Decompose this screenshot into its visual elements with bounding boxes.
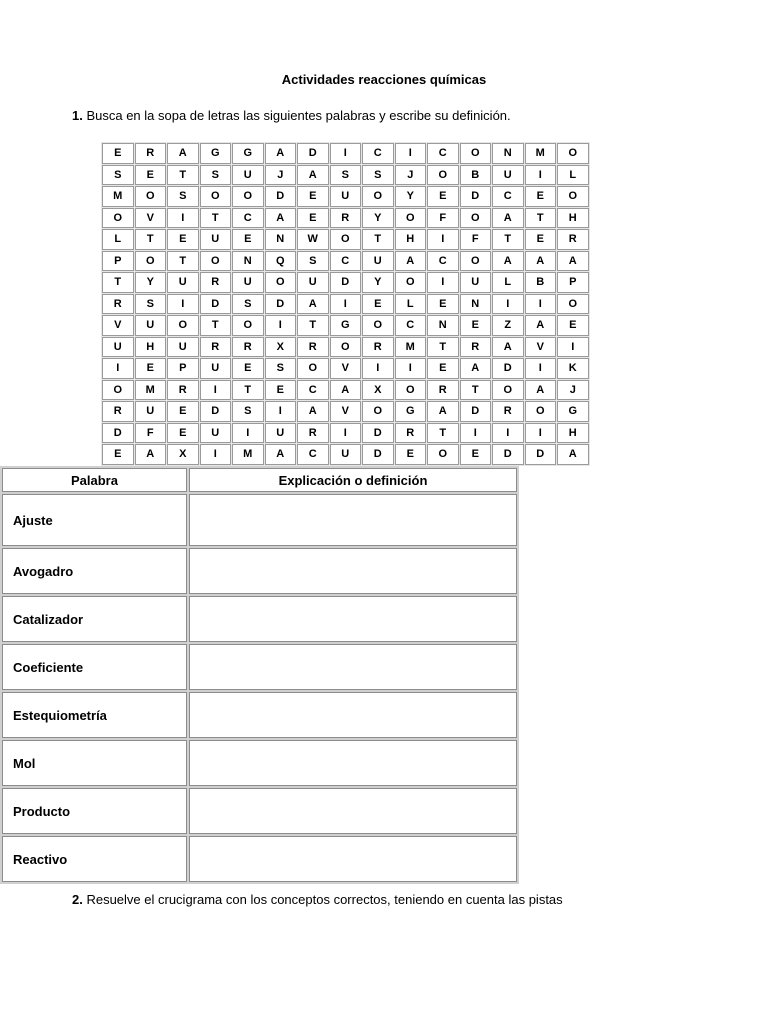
- word-search-cell: X: [265, 337, 297, 358]
- word-search-cell: R: [557, 229, 589, 250]
- instruction-2: [72, 892, 563, 907]
- word-search-cell: A: [557, 251, 589, 272]
- word-search-row: [102, 423, 589, 444]
- word-search-cell: A: [297, 165, 329, 186]
- word-search-cell: U: [200, 229, 232, 250]
- word-search-cell: N: [427, 315, 459, 336]
- word-search-cell: F: [135, 423, 167, 444]
- word-search-cell: A: [525, 315, 557, 336]
- word-search-cell: R: [297, 423, 329, 444]
- word-search-cell: S: [297, 251, 329, 272]
- word-search-cell: E: [525, 229, 557, 250]
- word-search-cell: E: [395, 444, 427, 465]
- vocabulary-row: [2, 548, 517, 594]
- word-search-cell: R: [330, 208, 362, 229]
- word-search-row: [102, 337, 589, 358]
- word-search-grid: [101, 142, 590, 466]
- word-search-row: [102, 165, 589, 186]
- definition-input-cell[interactable]: [189, 740, 517, 786]
- word-search-cell: R: [362, 337, 394, 358]
- word-search-cell: U: [232, 165, 264, 186]
- word-search-cell: E: [167, 229, 199, 250]
- word-search-cell: D: [102, 423, 134, 444]
- word-search-cell: C: [395, 315, 427, 336]
- vocabulary-word: Producto: [2, 788, 187, 834]
- word-search-cell: O: [557, 186, 589, 207]
- vocabulary-row: [2, 494, 517, 546]
- word-search-cell: T: [362, 229, 394, 250]
- word-search-cell: Y: [395, 186, 427, 207]
- instruction-2-text: Resuelve el crucigrama con los conceptos correctos, teniendo en cuenta las pistas: [82, 892, 563, 907]
- word-search-cell: R: [102, 401, 134, 422]
- word-search-row: [102, 358, 589, 379]
- word-search-cell: Q: [265, 251, 297, 272]
- word-search-cell: T: [297, 315, 329, 336]
- word-search-cell: I: [460, 423, 492, 444]
- word-search-cell: K: [557, 358, 589, 379]
- word-search-cell: E: [167, 401, 199, 422]
- word-search-cell: E: [557, 315, 589, 336]
- word-search-cell: V: [525, 337, 557, 358]
- word-search-cell: O: [135, 186, 167, 207]
- word-search-cell: I: [200, 444, 232, 465]
- word-search-cell: I: [232, 423, 264, 444]
- word-search-cell: O: [460, 251, 492, 272]
- word-search-cell: U: [492, 165, 524, 186]
- word-search-row: [102, 186, 589, 207]
- word-search-cell: T: [525, 208, 557, 229]
- word-search-cell: C: [427, 143, 459, 164]
- instruction-2-number: 2.: [72, 892, 83, 907]
- word-search-cell: I: [525, 165, 557, 186]
- vocabulary-word: Ajuste: [2, 494, 187, 546]
- word-search-cell: O: [492, 380, 524, 401]
- word-search-cell: Z: [492, 315, 524, 336]
- word-search-cell: E: [427, 358, 459, 379]
- word-search-cell: M: [395, 337, 427, 358]
- word-search-cell: I: [492, 423, 524, 444]
- vocabulary-word: Avogadro: [2, 548, 187, 594]
- word-search-cell: E: [232, 229, 264, 250]
- word-search-cell: T: [102, 272, 134, 293]
- word-search-cell: I: [200, 380, 232, 401]
- word-search-cell: A: [492, 208, 524, 229]
- word-search-cell: J: [265, 165, 297, 186]
- word-search-cell: A: [557, 444, 589, 465]
- word-search-cell: O: [362, 315, 394, 336]
- word-search-cell: S: [167, 186, 199, 207]
- word-search-cell: O: [362, 186, 394, 207]
- word-search-cell: Y: [362, 272, 394, 293]
- word-search-cell: E: [135, 165, 167, 186]
- word-search-cell: T: [427, 337, 459, 358]
- vocabulary-word: Estequiometría: [2, 692, 187, 738]
- word-search-cell: U: [102, 337, 134, 358]
- vocabulary-table: [0, 466, 519, 884]
- word-search-cell: E: [135, 358, 167, 379]
- word-search-cell: L: [395, 294, 427, 315]
- word-search-cell: A: [167, 143, 199, 164]
- word-search-cell: P: [557, 272, 589, 293]
- word-search-cell: A: [460, 358, 492, 379]
- word-search-cell: T: [232, 380, 264, 401]
- definition-input-cell[interactable]: [189, 548, 517, 594]
- word-search-row: [102, 401, 589, 422]
- word-search-cell: M: [232, 444, 264, 465]
- word-search-cell: D: [492, 358, 524, 379]
- word-search-cell: I: [362, 358, 394, 379]
- vocabulary-row: [2, 788, 517, 834]
- word-search-cell: Y: [362, 208, 394, 229]
- word-search-cell: O: [167, 315, 199, 336]
- word-search-cell: U: [135, 315, 167, 336]
- word-search-cell: R: [232, 337, 264, 358]
- word-search-cell: I: [557, 337, 589, 358]
- word-search-cell: A: [265, 208, 297, 229]
- word-search-cell: N: [265, 229, 297, 250]
- instruction-1-text: Busca en la sopa de letras las siguientes palabras y escribe su definición.: [82, 108, 511, 123]
- word-search-cell: O: [362, 401, 394, 422]
- word-search-cell: O: [102, 380, 134, 401]
- word-search-cell: U: [167, 337, 199, 358]
- word-search-cell: U: [330, 444, 362, 465]
- word-search-cell: O: [232, 315, 264, 336]
- word-search-cell: V: [102, 315, 134, 336]
- word-search-cell: C: [492, 186, 524, 207]
- word-search-cell: N: [460, 294, 492, 315]
- vocabulary-word: Mol: [2, 740, 187, 786]
- word-search-cell: H: [557, 208, 589, 229]
- word-search-cell: R: [200, 272, 232, 293]
- word-search-cell: D: [492, 444, 524, 465]
- word-search-cell: I: [167, 294, 199, 315]
- word-search-cell: T: [460, 380, 492, 401]
- word-search-cell: D: [362, 423, 394, 444]
- word-search-cell: S: [265, 358, 297, 379]
- word-search-cell: C: [427, 251, 459, 272]
- word-search-cell: G: [232, 143, 264, 164]
- word-search-cell: O: [232, 186, 264, 207]
- word-search-cell: A: [265, 444, 297, 465]
- word-search-cell: O: [265, 272, 297, 293]
- word-search-cell: U: [135, 401, 167, 422]
- word-search-cell: I: [102, 358, 134, 379]
- header-word: Palabra: [2, 468, 187, 492]
- word-search-cell: U: [265, 423, 297, 444]
- word-search-cell: D: [265, 294, 297, 315]
- word-search-cell: T: [200, 315, 232, 336]
- word-search-cell: I: [395, 143, 427, 164]
- word-search-cell: E: [265, 380, 297, 401]
- word-search-cell: O: [297, 358, 329, 379]
- word-search-cell: I: [265, 315, 297, 336]
- word-search-cell: O: [330, 337, 362, 358]
- word-search-cell: O: [330, 229, 362, 250]
- word-search-cell: N: [492, 143, 524, 164]
- word-search-cell: S: [200, 165, 232, 186]
- word-search-cell: A: [330, 380, 362, 401]
- vocabulary-word: Catalizador: [2, 596, 187, 642]
- word-search-cell: E: [362, 294, 394, 315]
- word-search-cell: E: [297, 186, 329, 207]
- word-search-cell: T: [135, 229, 167, 250]
- word-search-cell: E: [102, 444, 134, 465]
- word-search-cell: O: [557, 294, 589, 315]
- definition-input-cell[interactable]: [189, 494, 517, 546]
- word-search-cell: E: [232, 358, 264, 379]
- word-search-cell: E: [460, 444, 492, 465]
- word-search-cell: I: [427, 229, 459, 250]
- word-search-cell: X: [362, 380, 394, 401]
- word-search-cell: A: [525, 251, 557, 272]
- word-search-cell: V: [330, 358, 362, 379]
- word-search-cell: G: [200, 143, 232, 164]
- word-search-cell: I: [492, 294, 524, 315]
- word-search-cell: A: [525, 380, 557, 401]
- definition-input-cell[interactable]: [189, 692, 517, 738]
- word-search-cell: L: [102, 229, 134, 250]
- word-search-cell: S: [135, 294, 167, 315]
- word-search-cell: I: [525, 294, 557, 315]
- word-search-cell: D: [460, 186, 492, 207]
- word-search-cell: U: [232, 272, 264, 293]
- word-search-cell: C: [232, 208, 264, 229]
- instruction-1-number: 1.: [72, 108, 83, 123]
- word-search-cell: F: [460, 229, 492, 250]
- word-search-cell: A: [265, 143, 297, 164]
- word-search-cell: M: [135, 380, 167, 401]
- word-search-cell: D: [330, 272, 362, 293]
- word-search-cell: C: [362, 143, 394, 164]
- word-search-cell: O: [135, 251, 167, 272]
- word-search-cell: R: [167, 380, 199, 401]
- word-search-cell: H: [135, 337, 167, 358]
- word-search-cell: T: [427, 423, 459, 444]
- word-search-cell: G: [557, 401, 589, 422]
- word-search-cell: O: [395, 208, 427, 229]
- word-search-cell: O: [395, 272, 427, 293]
- word-search-row: [102, 229, 589, 250]
- word-search-cell: E: [427, 294, 459, 315]
- word-search-cell: O: [427, 444, 459, 465]
- vocabulary-row: [2, 692, 517, 738]
- word-search-cell: T: [167, 165, 199, 186]
- word-search-cell: U: [200, 358, 232, 379]
- word-search-cell: O: [525, 401, 557, 422]
- definition-input-cell[interactable]: [189, 644, 517, 690]
- vocabulary-row: [2, 740, 517, 786]
- vocabulary-row: [2, 836, 517, 882]
- word-search-cell: A: [297, 294, 329, 315]
- definition-input-cell[interactable]: [189, 788, 517, 834]
- vocabulary-row: [2, 596, 517, 642]
- word-search-cell: V: [135, 208, 167, 229]
- word-search-cell: S: [362, 165, 394, 186]
- word-search-row: [102, 251, 589, 272]
- word-search-cell: U: [297, 272, 329, 293]
- word-search-cell: D: [200, 401, 232, 422]
- vocabulary-word: Coeficiente: [2, 644, 187, 690]
- definition-input-cell[interactable]: [189, 836, 517, 882]
- word-search-cell: I: [265, 401, 297, 422]
- word-search-cell: E: [427, 186, 459, 207]
- word-search-cell: D: [200, 294, 232, 315]
- word-search-cell: S: [232, 401, 264, 422]
- word-search-row: [102, 315, 589, 336]
- word-search-cell: M: [525, 143, 557, 164]
- word-search-cell: E: [167, 423, 199, 444]
- word-search-row: [102, 444, 589, 465]
- word-search-cell: G: [330, 315, 362, 336]
- word-search-cell: I: [330, 294, 362, 315]
- word-search-cell: L: [557, 165, 589, 186]
- word-search-cell: T: [492, 229, 524, 250]
- word-search-cell: O: [200, 186, 232, 207]
- word-search-cell: P: [167, 358, 199, 379]
- word-search-cell: U: [460, 272, 492, 293]
- word-search-cell: W: [297, 229, 329, 250]
- word-search-cell: B: [525, 272, 557, 293]
- word-search-cell: I: [427, 272, 459, 293]
- word-search-row: [102, 272, 589, 293]
- instruction-1: [72, 108, 511, 123]
- word-search-cell: O: [557, 143, 589, 164]
- word-search-cell: I: [525, 358, 557, 379]
- word-search-cell: O: [200, 251, 232, 272]
- word-search-cell: A: [135, 444, 167, 465]
- word-search-cell: S: [232, 294, 264, 315]
- word-search-cell: N: [232, 251, 264, 272]
- word-search-cell: V: [330, 401, 362, 422]
- word-search-cell: C: [330, 251, 362, 272]
- word-search-cell: A: [395, 251, 427, 272]
- word-search-row: [102, 380, 589, 401]
- word-search-cell: R: [135, 143, 167, 164]
- word-search-cell: G: [395, 401, 427, 422]
- word-search-cell: H: [557, 423, 589, 444]
- word-search-cell: O: [460, 208, 492, 229]
- word-search-row: [102, 208, 589, 229]
- word-search-row: [102, 294, 589, 315]
- word-search-cell: J: [557, 380, 589, 401]
- vocabulary-row: [2, 644, 517, 690]
- word-search-cell: D: [460, 401, 492, 422]
- word-search-cell: E: [102, 143, 134, 164]
- word-search-cell: R: [102, 294, 134, 315]
- word-search-cell: D: [362, 444, 394, 465]
- word-search-cell: S: [102, 165, 134, 186]
- word-search-cell: T: [167, 251, 199, 272]
- word-search-cell: E: [297, 208, 329, 229]
- word-search-cell: J: [395, 165, 427, 186]
- word-search-cell: O: [102, 208, 134, 229]
- word-search-cell: U: [362, 251, 394, 272]
- word-search-row: [102, 143, 589, 164]
- word-search-cell: I: [330, 423, 362, 444]
- word-search-cell: R: [460, 337, 492, 358]
- word-search-cell: O: [427, 165, 459, 186]
- word-search-cell: R: [492, 401, 524, 422]
- word-search-cell: T: [200, 208, 232, 229]
- vocabulary-word: Reactivo: [2, 836, 187, 882]
- word-search-cell: A: [492, 337, 524, 358]
- word-search-cell: D: [265, 186, 297, 207]
- word-search-cell: X: [167, 444, 199, 465]
- word-search-cell: O: [395, 380, 427, 401]
- word-search-cell: P: [102, 251, 134, 272]
- word-search-cell: A: [297, 401, 329, 422]
- word-search-cell: R: [427, 380, 459, 401]
- word-search-cell: R: [200, 337, 232, 358]
- vocabulary-header-row: [2, 468, 517, 492]
- word-search-cell: F: [427, 208, 459, 229]
- word-search-cell: E: [525, 186, 557, 207]
- word-search-cell: O: [460, 143, 492, 164]
- word-search-cell: U: [330, 186, 362, 207]
- page-title: Actividades reacciones químicas: [281, 72, 487, 87]
- word-search-cell: U: [167, 272, 199, 293]
- word-search-cell: H: [395, 229, 427, 250]
- word-search-cell: D: [297, 143, 329, 164]
- word-search-cell: I: [330, 143, 362, 164]
- word-search-cell: C: [297, 444, 329, 465]
- word-search-cell: R: [297, 337, 329, 358]
- header-definition: Explicación o definición: [189, 468, 517, 492]
- word-search-cell: I: [525, 423, 557, 444]
- word-search-cell: E: [460, 315, 492, 336]
- word-search-cell: Y: [135, 272, 167, 293]
- word-search-cell: D: [525, 444, 557, 465]
- definition-input-cell[interactable]: [189, 596, 517, 642]
- word-search-cell: B: [460, 165, 492, 186]
- word-search-cell: R: [395, 423, 427, 444]
- word-search-cell: I: [395, 358, 427, 379]
- word-search-cell: U: [200, 423, 232, 444]
- word-search-cell: I: [167, 208, 199, 229]
- word-search-cell: L: [492, 272, 524, 293]
- word-search-cell: A: [427, 401, 459, 422]
- word-search-cell: A: [492, 251, 524, 272]
- word-search-cell: M: [102, 186, 134, 207]
- word-search-cell: S: [330, 165, 362, 186]
- word-search-cell: C: [297, 380, 329, 401]
